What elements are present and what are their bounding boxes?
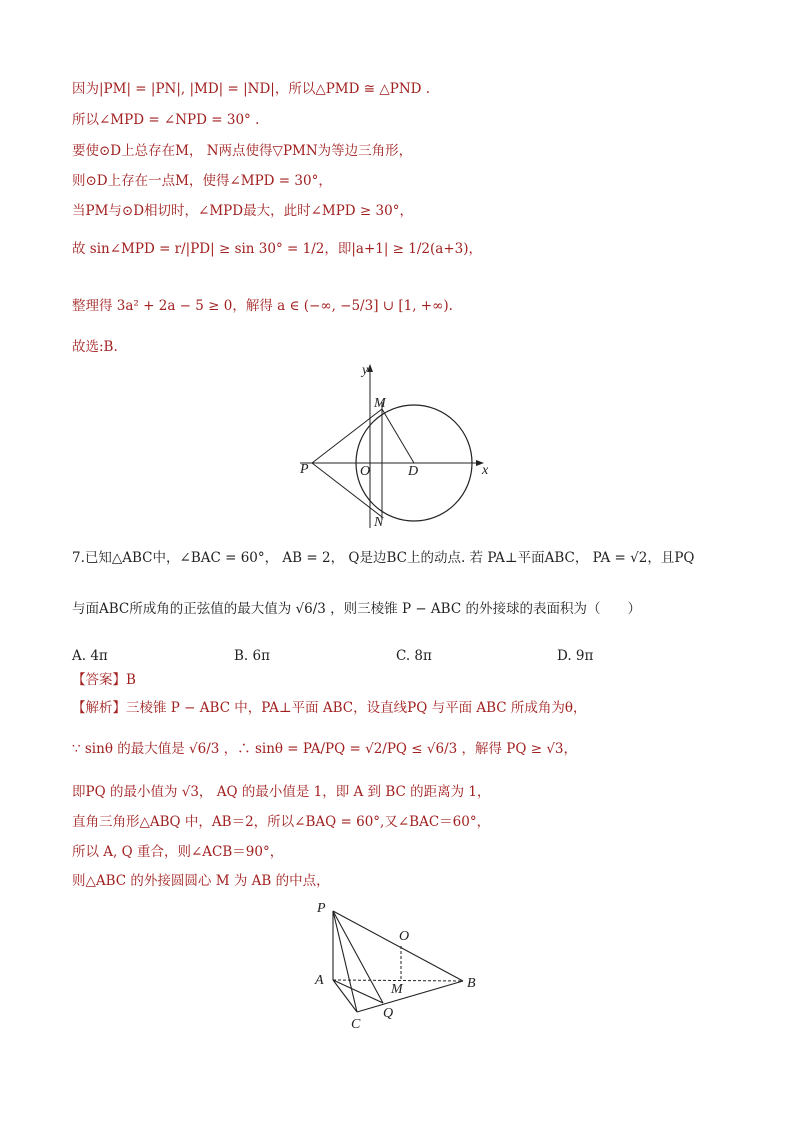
fig1-label-N: N <box>374 515 384 530</box>
answer-value: B <box>126 672 136 688</box>
solution-line-8: 故选:B. <box>72 339 118 355</box>
fig1-label-P: P <box>300 462 309 477</box>
solution-line-7: 整理得 3a² + 2a − 5 ≥ 0，解得 a ∈ (−∞, −5/3] ∪ [1, +∞). <box>72 298 453 314</box>
analysis-line-6: 则△ABC 的外接圆圆心 M 为 AB 的中点， <box>72 873 330 889</box>
fig2-label-C: C <box>351 1017 361 1032</box>
circle-tangent-figure <box>290 358 510 530</box>
analysis-label: 【解析】 <box>72 700 126 716</box>
solution-line-4: 则⊙D上存在一点M，使得∠MPD = 30°， <box>72 173 332 189</box>
question-7-line-1: 7.已知△ABC中，∠BAC = 60°， AB = 2， Q是边BC上的动点. 若 PA⊥平面ABC， PA = √2，且PQ <box>72 550 695 566</box>
analysis-line-2: ∵ sinθ 的最大值是 √6/3 ，∴ sinθ = PA/PQ = √2/PQ ≤ √6/3 ，解得 PQ ≥ √3， <box>72 741 578 757</box>
fig2-label-B: B <box>467 976 476 991</box>
option-d: D. 9π <box>557 648 594 664</box>
fig2-label-P: P <box>317 901 326 916</box>
fig2-label-O: O <box>399 929 410 944</box>
analysis-line-3: 即PQ 的最小值为 √3， AQ 的最小值是 1，即 A 到 BC 的距离为 1， <box>72 784 491 800</box>
answer-line <box>72 671 136 689</box>
analysis-line-4: 直角三角形△ABQ 中，AB＝2，所以∠BAQ = 60°,又∠BAC＝60°， <box>72 814 491 830</box>
option-b: B. 6π <box>234 648 270 664</box>
fig1-label-M: M <box>374 396 386 411</box>
option-c: C. 8π <box>396 648 432 664</box>
fig2-label-Q: Q <box>383 1006 394 1021</box>
fig2-label-M: M <box>391 982 403 997</box>
fig1-label-O: O <box>360 464 371 479</box>
solution-line-5: 当PM与⊙D相切时，∠MPD最大，此时∠MPD ≥ 30°， <box>72 203 413 219</box>
solution-line-2: 所以∠MPD = ∠NPD = 30° . <box>72 112 260 128</box>
answer-label: 【答案】 <box>72 672 126 688</box>
tetrahedron-figure <box>305 895 495 1035</box>
analysis-text-1: 三棱锥 P − ABC 中，PA⊥平面 ABC，设直线PQ 与平面 ABC 所成角为θ， <box>126 700 587 716</box>
fig2-label-A: A <box>315 973 324 988</box>
analysis-line-5: 所以 A, Q 重合，则∠ACB＝90°， <box>72 844 284 860</box>
solution-line-3: 要使⊙D上总存在M， N两点使得▽PMN为等边三角形， <box>72 143 413 159</box>
fig1-label-D: D <box>408 464 419 479</box>
question-7-line-2: 与面ABC所成角的正弦值的最大值为 √6/3 ，则三棱锥 P − ABC 的外接球的表面积为（ ） <box>72 601 641 617</box>
solution-line-6: 故 sin∠MPD = r/|PD| ≥ sin 30° = 1/2，即|a+1| ≥ 1/2(a+3)， <box>72 241 482 257</box>
fig1-label-y: y <box>362 363 369 378</box>
fig1-label-x: x <box>482 463 489 478</box>
analysis-line-1 <box>72 699 587 717</box>
solution-line-1: 因为|PM| = |PN|, |MD| = |ND|，所以△PMD ≅ △PND . <box>72 81 431 97</box>
option-a: A. 4π <box>72 648 108 664</box>
